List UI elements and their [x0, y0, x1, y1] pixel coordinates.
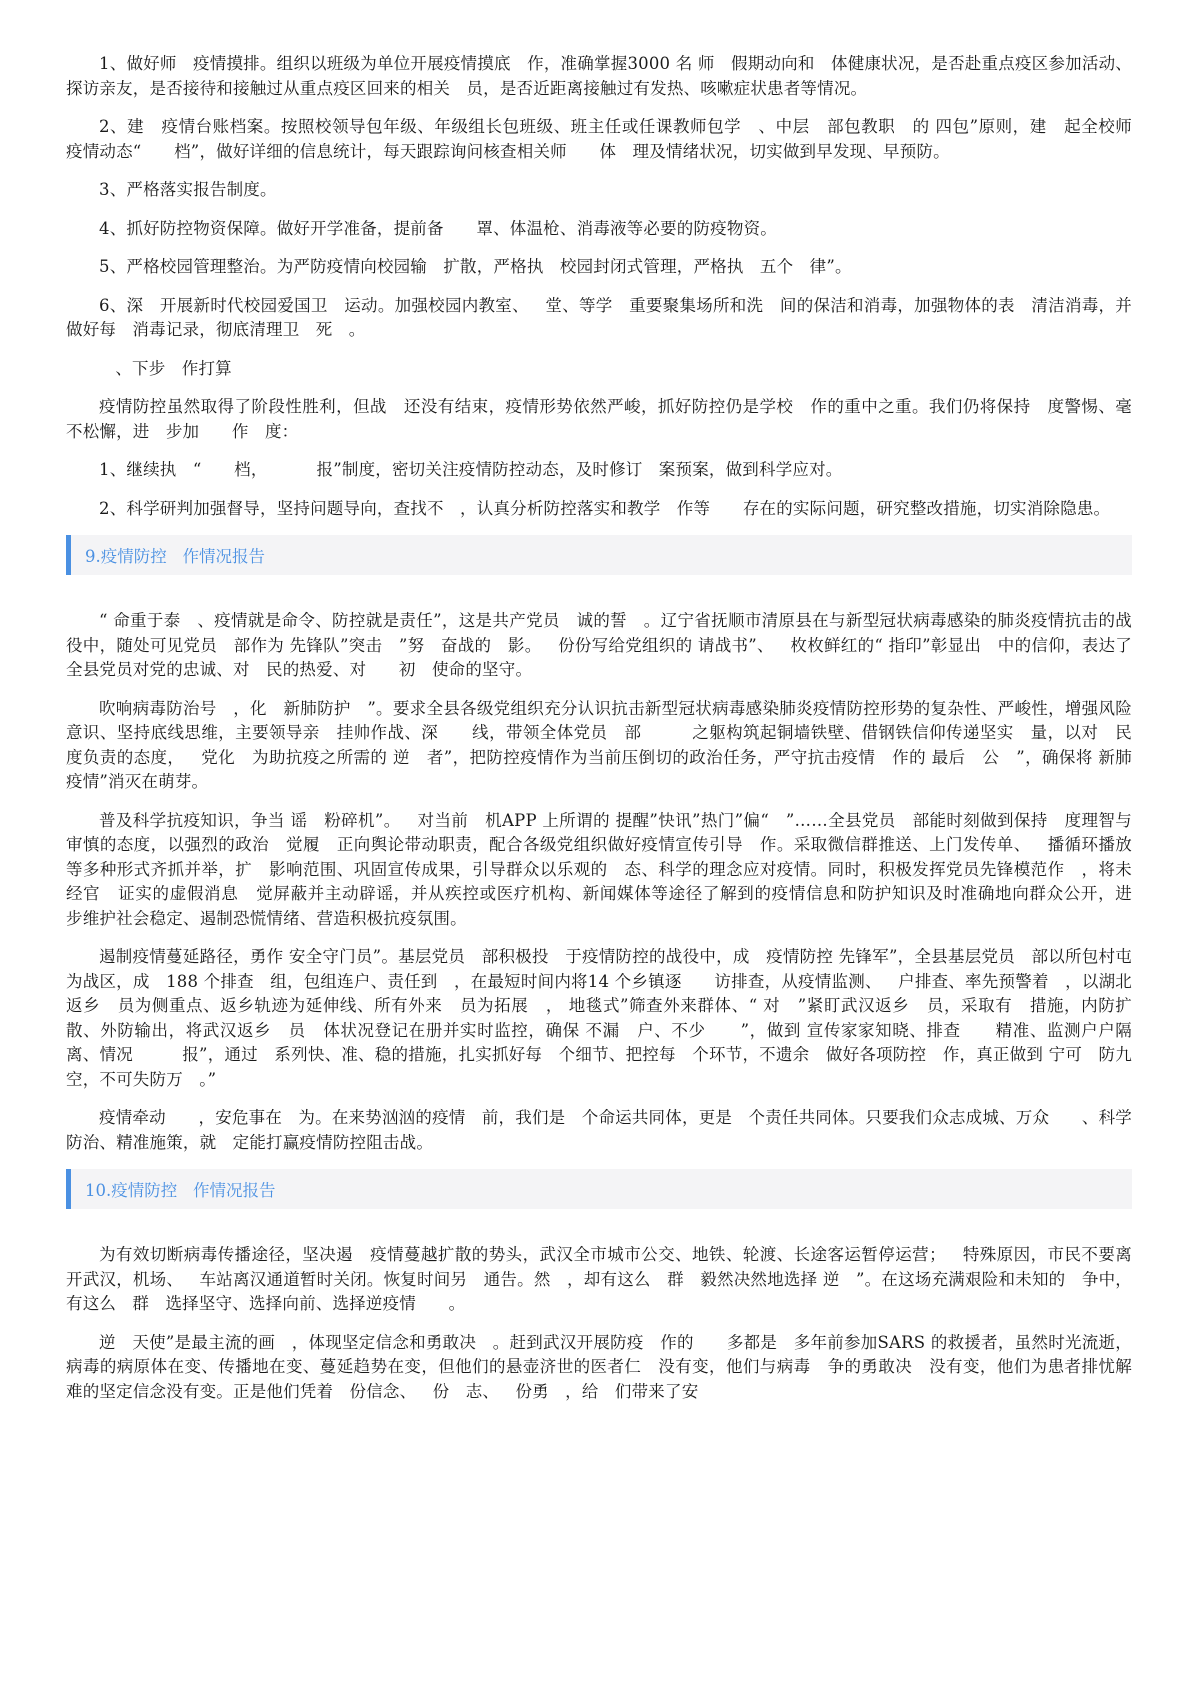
section-c	[66, 1243, 1132, 1404]
section-a	[66, 52, 1149, 521]
document-page	[66, 52, 1149, 1418]
paragraph: “ 命重于泰 、疫情就是命令、防控就是责任”，这是共产党员 诚的誓 。辽宁省抚顺市清原县在与新型冠状病毒感染的肺炎疫情抗击的战役中，随处可见党员 部作为 先锋队”突击 ”努 奋战的 影。 份份写给党组织的 请战书”、 枚枚鲜红的“ 指印”彰显出 中的信仰，表达了全县党员对党的忠诚、对 民的热爱、对 初 使命的坚守。	[66, 611, 1132, 679]
paragraph: 普及科学抗疫知识，争当 谣 粉碎机”。 对当前 机APP 上所谓的 提醒”快讯”热门”偏“ ”……全县党员 部能时刻做到保持 度理智与审慎的态度，以强烈的政治 觉履 正向舆论带动职责，配合各级党组织做好疫情宣传引导 作。采取微信群推送、上门发传单、 播循环播放等多种形式齐抓并举，扩 影响范围、巩固宣传成果，引导群众以乐观的 态、科学的理念应对疫情。同时，积极发挥党员先锋模范作 ，将未经官 证实的虚假消息 觉屏蔽并主动辟谣，并从疾控或医疗机构、新闻媒体等途径了解到的疫情信息和防护知识及时准确地向群众公开，进 步维护社会稳定、遏制恐慌情绪、营造积极抗疫氛围。	[66, 810, 1149, 928]
section-heading-10	[66, 1169, 1132, 1209]
paragraph: 2、科学研判加强督导，坚持问题导向，查找不 ，认真分析防控落实和教学 作等 存在的实际问题，研究整改措施，切实消除隐患。	[99, 498, 1111, 518]
paragraph: 疫情防控虽然取得了阶段性胜利，但战 还没有结束，疫情形势依然严峻，抓好防控仍是学校 作的重中之重。我们仍将保持 度警惕、毫不松懈，进 步加 作 度：	[66, 397, 1132, 441]
section-heading-title: 9.疫情防控 作情况报告	[85, 547, 265, 566]
section-heading-9	[66, 535, 1132, 575]
paragraph: 2、建 疫情台账档案。按照校领导包年级、年级组长包班级、班主任或任课教师包学 、中层 部包教职 的 四包”原则，建 起全校师 疫情动态“ 档”，做好详细的信息统计，每天跟踪询问核查相关师 体 理及情绪状况，切实做到早发现、早预防。	[66, 117, 1149, 161]
paragraph: 1、做好师 疫情摸排。组织以班级为单位开展疫情摸底 作，准确掌握3000 名 师 假期动向和 体健康状况，是否赴重点疫区参加活动、探访亲友，是否接待和接触过从重点疫区回来的相关 员，是否近距离接触过有发热、咳嗽症状患者等情况。	[66, 54, 1132, 98]
paragraph: 为有效切断病毒传播途径，坚决遏 疫情蔓越扩散的势头，武汉全市城市公交、地铁、轮渡、长途客运暂停运营； 特殊原因，市民不要离开武汉，机场、 车站离汉通道暂时关闭。恢复时间另 通告。然 ，却有这么 群 毅然决然地选择 逆 ”。在这场充满艰险和未知的 争中，有这么 群 选择坚守、选择向前、选择逆疫情 。	[66, 1245, 1132, 1313]
paragraph: 遏制疫情蔓延路径，勇作 安全守门员”。基层党员 部积极投 于疫情防控的战役中，成 疫情防控 先锋军”，全县基层党员 部以所包村屯为战区，成 188 个排查 组，包组连户、责任到 ，在最短时间内将14 个乡镇逐 访排查，从疫情监测、 户排查、率先预警着 ，以湖北返乡 员为侧重点、返乡轨迹为延伸线、所有外来 员为拓展 ， 地毯式”筛查外来群体、“ 对 ”紧盯武汉返乡 员，采取有 措施，内防扩散、外防输出，将武汉返乡 员 体状况登记在册并实时监控，确保 不漏 户、不少 ”，做到 宣传家家知晓、排查 精准、监测户户隔离、情况 报”，通过 系列快、准、稳的措施，扎实抓好每 个细节、把控每 个环节，不遗余 做好各项防控 作，真正做到 宁可 防九空，不可失防万 。”	[66, 947, 1132, 1089]
paragraph: 6、深 开展新时代校园爱国卫 运动。加强校园内教室、 堂、等学 重要聚集场所和洗 间的保洁和消毒，加强物体的表 清洁消毒，并做好每 消毒记录，彻底清理卫 死 。	[66, 295, 1132, 339]
section-b	[66, 609, 1149, 1155]
subheading: 、下步 作打算	[99, 358, 232, 378]
section-heading-title: 10.疫情防控 作情况报告	[85, 1181, 276, 1200]
paragraph: 5、严格校园管理整治。为严防疫情向校园输 扩散，严格执 校园封闭式管理，严格执 五个 律”。	[99, 257, 852, 276]
paragraph: 逆 天使”是最主流的画 ，体现坚定信念和勇敢决 。赶到武汉开展防疫 作的 多都是 多年前参加SARS 的救援者，虽然时光流逝，病毒的病原体在变、传播地在变、蔓延趋势在变，但他们的悬壶济世的医者仁 没有变，他们与病毒 争的勇敢决 没有变，他们为患者排忧解难的坚定信念没有变。正是他们凭着 份信念、 份 志、 份勇 ，给 们带来了安	[66, 1332, 1132, 1401]
paragraph: 疫情牵动 ，安危事在 为。在来势汹汹的疫情 前，我们是 个命运共同体，更是 个责任共同体。只要我们众志成城、万众 、科学防治、精准施策，就 定能打赢疫情防控阻击战。	[66, 1108, 1132, 1152]
paragraph: 3、严格落实报告制度。	[99, 180, 277, 199]
paragraph: 1、继续执 “ 档， 报”制度，密切关注疫情防控动态，及时修订 案预案，做到科学应对。	[99, 460, 843, 479]
paragraph: 4、抓好防控物资保障。做好开学准备，提前备 罩、体温枪、消毒液等必要的防疫物资。	[99, 218, 777, 238]
paragraph: 吹响病毒防治号 ，化 新肺防护 ”。要求全县各级党组织充分认识抗击新型冠状病毒感染肺炎疫情防控形势的复杂性、严峻性，增强风险意识、坚持底线思维，主要领导亲 挂帅作战、深 线，带领全体党员 部 之躯构筑起铜墙铁壁、借钢铁信仰传递坚实 量，以对 民 度负责的态度， 党化 为助抗疫之所需的 逆 者”，把防控疫情作为当前压倒切的政治任务，严守抗击疫情 作的 最后 公 ”，确保将 新肺疫情”消灭在萌芽。	[66, 698, 1149, 791]
